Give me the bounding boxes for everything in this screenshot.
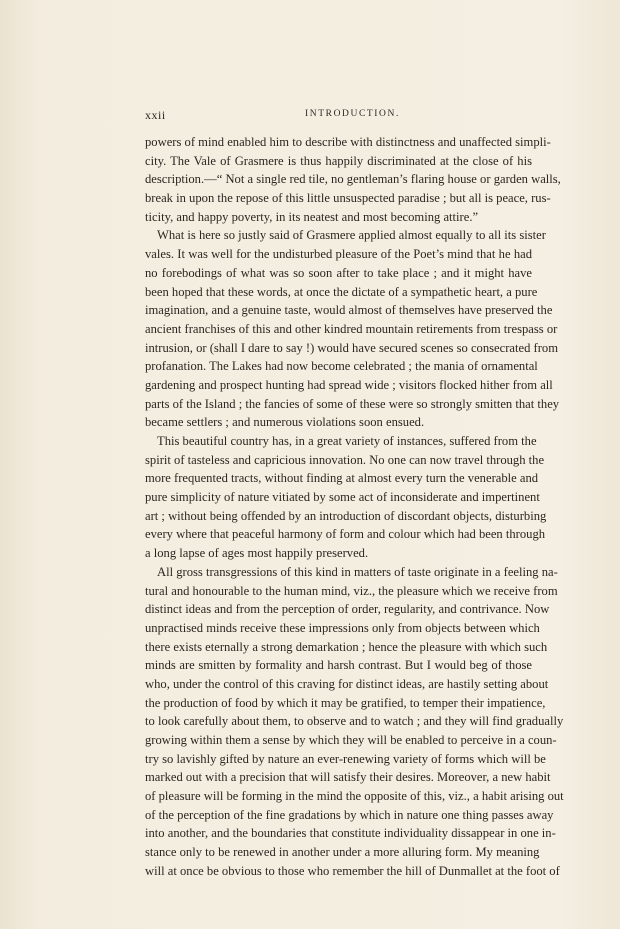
text-line: powers of mind enabled him to describe with distinctness and unaffected simpli- [145,135,551,149]
paragraph [145,133,561,226]
body-text [145,133,564,881]
text-line: gardening and prospect hunting had spread wide ; visitors flocked hither from all [145,377,553,392]
text-line: intrusion, or (shall I dare to say !) would have secured scenes so consecrated from [145,340,559,355]
text-line: every where that peaceful harmony of form and colour which had been through [145,527,546,542]
paragraph [145,432,547,563]
text-line: What is here so justly said of Grasmere applied almost equally to all its sister [157,228,546,243]
running-head: INTRODUCTION. [305,109,400,119]
text-line: distinct ideas and from the perception of order, regularity, and contrivance. Now [145,602,550,617]
text-line: will at once be obvious to those who remember the hill of Dunmallet at the foot of [145,863,560,878]
text-line: been hoped that these words, at once the dictate of a sympathetic heart, a pure [145,284,538,299]
text-line: of pleasure will be forming in the mind the opposite of this, viz., a habit arising out [145,789,564,804]
text-line: try so lavishly gifted by nature an ever-renewing variety of forms which will be [145,751,546,766]
text-line: who, under the control of this craving for distinct ideas, are hastily setting about [145,676,549,691]
text-line: break in upon the repose of this little unsuspected paradise ; but all is peace, rus- [145,191,551,206]
text-line: description.—“ Not a single red tile, no gentleman’s flaring house or garden walls, [145,172,561,187]
text-line: spirit of tasteless and capricious innovation. No one can now travel through the [145,452,545,467]
text-line: minds are smitten by formality and harsh contrast. But I would beg of those [145,658,532,673]
text-line: city. The Vale of Grasmere is thus happily discriminated at the close of his [145,153,532,168]
text-line: This beautiful country has, in a great variety of instances, suffered from the [157,434,537,448]
text-line: the production of food by which it may be gratified, to temper their impatience, [145,695,546,710]
paragraph [145,563,564,881]
text-line: art ; without being offended by an introduction of discordant objects, disturbing [145,508,547,523]
text-line: vales. It was well for the undisturbed pleasure of the Poet’s mind that he had [145,247,532,262]
text-line: growing within them a sense by which they will be enabled to perceive in a coun- [145,733,557,747]
text-line: a long lapse of ages most happily preserved. [145,546,369,561]
text-line: tural and honourable to the human mind, viz., the pleasure which we receive from [145,583,558,598]
text-line: parts of the Island ; the fancies of some of these were so strongly smitten that they [145,396,560,411]
page-number: xxii [145,108,166,122]
text-line: All gross transgressions of this kind in matters of taste originate in a feeling na- [157,564,558,579]
text-line: there exists eternally a strong demarkation ; hence the pleasure with which such [145,639,548,654]
text-line: into another, and the boundaries that constitute individuality dissappear in one in- [145,826,556,841]
text-line: no forebodings of what was so soon after to take place ; and it might have [145,265,532,280]
text-line: marked out with a precision that will satisfy their desires. Moreover, a new habit [145,770,551,785]
paragraph [145,226,560,432]
text-line: became settlers ; and numerous violations soon ensued. [145,415,425,430]
page-header [145,108,532,124]
text-line: imagination, and a genuine taste, would almost of themselves have preserved the [145,303,553,318]
text-line: ancient franchises of this and other kindred mountain retirements from trespass or [145,321,558,336]
text-line: of the perception of the fine gradations by which in nature one thing passes away [145,807,554,822]
text-line: to look carefully about them, to observe and to watch ; and they will find gradually [145,714,564,729]
text-line: more frequented tracts, without finding at almost every turn the venerable and [145,471,539,486]
text-line: unpractised minds receive these impressions only from objects between which [145,620,540,635]
text-line: profanation. The Lakes had now become celebrated ; the mania of ornamental [145,359,538,374]
text-line: ticity, and happy poverty, in its neatest and most becoming attire.” [145,209,479,224]
text-line: pure simplicity of nature vitiated by some act of inconsiderate and impertinent [145,490,540,505]
text-line: stance only to be renewed in another under a more alluring form. My meaning [145,845,540,860]
